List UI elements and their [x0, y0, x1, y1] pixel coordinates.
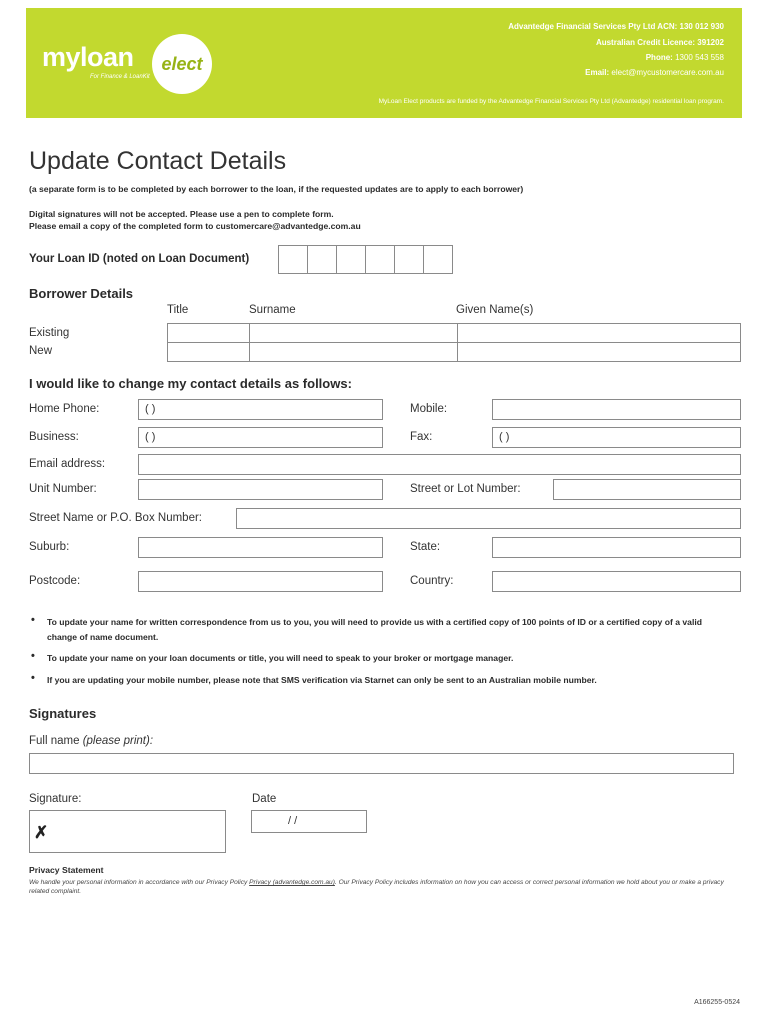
privacy-heading: Privacy Statement	[29, 865, 104, 875]
loan-id-boxes	[278, 245, 453, 274]
home-phone-field[interactable]	[138, 399, 383, 420]
new-surname-cell[interactable]	[250, 343, 458, 362]
borrower-col-surname: Surname	[249, 304, 296, 316]
fax-field[interactable]	[492, 427, 741, 448]
logo-myloan: myloan	[42, 42, 134, 72]
email-copy-note: Please email a copy of the completed form to customercare@advantedge.com.au	[29, 221, 361, 231]
header-funding-note: MyLoan Elect products are funded by the Advantedge Financial Services Pty Ltd (Advantedge) residential loan program.	[378, 98, 724, 105]
date-field[interactable]	[251, 810, 367, 833]
bullet-item-loan-documents: To update your name on your loan documents or title, you will need to speak to your broker or mortgage manager.	[47, 653, 514, 663]
privacy-text-part2: . Our Privacy Policy includes information on how you can access or correct personal information we hold about you or make a privacy related complaint.	[29, 879, 724, 895]
loan-id-digit[interactable]	[307, 245, 337, 274]
street-lot-field[interactable]	[553, 479, 741, 500]
state-field[interactable]	[492, 537, 741, 558]
borrower-col-title: Title	[167, 304, 189, 316]
signature-field[interactable]	[29, 810, 226, 853]
borrower-heading: Borrower Details	[29, 286, 134, 301]
page-title: Update Contact Details	[29, 147, 287, 175]
header-acn: Advantedge Financial Services Pty Ltd ACN: 130 012 930	[508, 22, 724, 31]
borrower-table	[167, 323, 741, 362]
new-given-cell[interactable]	[458, 343, 741, 362]
header-licence: Australian Credit Licence: 391202	[595, 38, 724, 47]
date-separators: / /	[288, 815, 298, 827]
email-label: Email address:	[29, 458, 106, 470]
header-email-label: Email:	[585, 68, 610, 77]
header-phone-value: 1300 543 558	[675, 53, 724, 62]
country-label: Country:	[410, 575, 454, 587]
business-label: Business:	[29, 431, 79, 443]
unit-number-field[interactable]	[138, 479, 383, 500]
fax-area-code: ( )	[499, 431, 510, 443]
bullet-item-mobile-sms: If you are updating your mobile number, please note that SMS verification via Starnet can only be sent to an Australian mobile number.	[47, 675, 597, 685]
fax-label: Fax:	[410, 431, 433, 443]
mobile-field[interactable]	[492, 399, 741, 420]
email-field[interactable]	[138, 454, 741, 475]
suburb-field[interactable]	[138, 537, 383, 558]
existing-surname-cell[interactable]	[250, 324, 458, 343]
unit-number-label: Unit Number:	[29, 483, 97, 495]
street-name-label: Street Name or P.O. Box Number:	[29, 512, 202, 524]
full-name-text: Full name	[29, 735, 80, 747]
privacy-text-part1: We handle your personal information in accordance with our Privacy Policy	[29, 879, 250, 886]
header-phone-label: Phone:	[645, 53, 673, 62]
form-code: A166255-0524	[694, 999, 740, 1006]
country-field[interactable]	[492, 571, 741, 592]
signature-label: Signature:	[29, 793, 82, 805]
loan-id-label: Your Loan ID (noted on Loan Document)	[29, 253, 250, 265]
business-phone-field[interactable]	[138, 427, 383, 448]
new-title-cell[interactable]	[168, 343, 250, 362]
home-phone-area-code: ( )	[145, 403, 156, 415]
street-name-field[interactable]	[236, 508, 741, 529]
borrower-col-given: Given Name(s)	[456, 304, 534, 316]
privacy-text	[29, 878, 744, 896]
bullet-marker: •	[31, 672, 35, 684]
state-label: State:	[410, 541, 441, 553]
full-name-hint: (please print):	[82, 735, 154, 747]
postcode-label: Postcode:	[29, 575, 81, 587]
digital-signature-note: Digital signatures will not be accepted. Please use a pen to complete form.	[29, 209, 334, 219]
street-lot-label: Street or Lot Number:	[410, 483, 521, 495]
header-phone	[646, 53, 724, 62]
logo-elect-badge: elect	[152, 34, 212, 94]
privacy-policy-link[interactable]: Privacy (advantedge.com.au)	[249, 879, 335, 886]
loan-id-digit[interactable]	[394, 245, 424, 274]
suburb-label: Suburb:	[29, 541, 70, 553]
subtitle-note: (a separate form is to be completed by each borrower to the loan, if the requested updates are to apply to each borrower)	[29, 184, 524, 194]
signature-mark-icon: ✗	[34, 823, 49, 842]
bullet-item-name-correspondence: To update your name for written correspondence from us to you, you will need to provide us with a certified copy of 100 points of ID or a certified copy of a valid change of name document.	[47, 617, 702, 642]
loan-id-digit[interactable]	[336, 245, 366, 274]
date-label: Date	[252, 793, 277, 805]
loan-id-digit[interactable]	[423, 245, 453, 274]
full-name-field[interactable]	[29, 753, 734, 774]
contact-heading: I would like to change my contact details as follows:	[29, 376, 352, 391]
header-email-value: elect@mycustomercare.com.au	[611, 68, 724, 77]
postcode-field[interactable]	[138, 571, 383, 592]
mobile-label: Mobile:	[410, 403, 448, 415]
borrower-row-new: New	[29, 345, 53, 357]
loan-id-digit[interactable]	[365, 245, 395, 274]
logo-tagline: For Finance & LoanKit	[90, 74, 150, 80]
existing-title-cell[interactable]	[168, 324, 250, 343]
home-phone-label: Home Phone:	[29, 403, 100, 415]
borrower-row-existing: Existing	[29, 327, 70, 339]
signatures-heading: Signatures	[29, 706, 97, 721]
full-name-label	[29, 735, 153, 747]
bullet-marker: •	[31, 614, 35, 626]
existing-given-cell[interactable]	[458, 324, 741, 343]
loan-id-digit[interactable]	[278, 245, 308, 274]
business-area-code: ( )	[145, 431, 156, 443]
bullet-marker: •	[31, 650, 35, 662]
header-email	[585, 68, 724, 77]
